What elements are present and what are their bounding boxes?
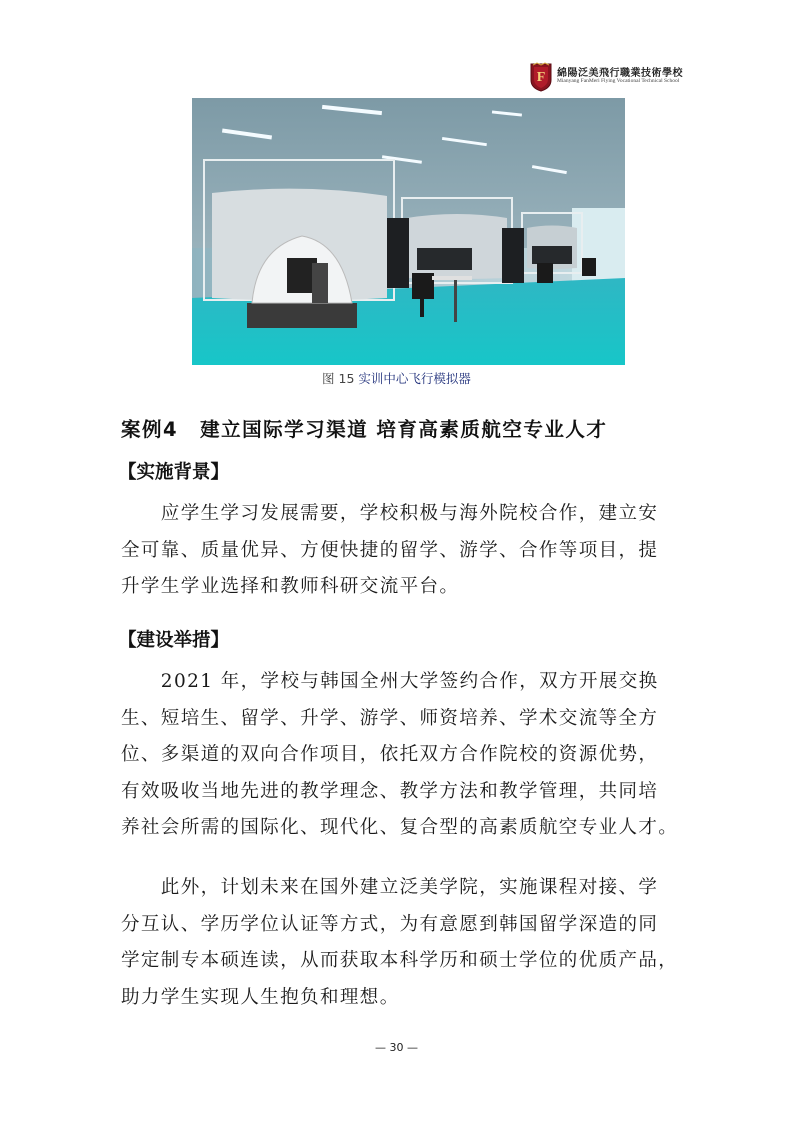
text-line: 此外，计划未来在国外建立泛美学院，实施课程对接、学 bbox=[121, 877, 659, 898]
flight-simulator-photo bbox=[192, 98, 625, 365]
text-line: 助力学生实现人生抱负和理想。 bbox=[121, 986, 400, 1008]
case-number: 案例4 bbox=[121, 418, 179, 441]
shield-logo-icon bbox=[529, 62, 553, 92]
paragraph-background bbox=[121, 496, 681, 606]
figure-label: 图 15 bbox=[322, 371, 355, 386]
text-line: 生、短培生、留学、升学、游学、师资培养、学术交流等全方 bbox=[121, 707, 659, 729]
figure-caption bbox=[0, 369, 793, 387]
page-number: — 30 — bbox=[375, 1041, 418, 1054]
text-line: 全可靠、质量优异、方便快捷的留学、游学、合作等项目，提 bbox=[121, 539, 659, 561]
school-name-en: Mianyang FanMeri Flying Vocational Technical School bbox=[557, 78, 680, 85]
school-logo bbox=[529, 62, 683, 92]
section-heading-background: 【实施背景】 bbox=[118, 462, 230, 483]
text-line: 升学生学业选择和教师科研交流平台。 bbox=[121, 576, 460, 597]
case-title bbox=[121, 414, 607, 442]
figure-caption-text: 实训中心飞行模拟器 bbox=[358, 371, 471, 386]
text-line: 有效吸收当地先进的教学理念、教学方法和教学管理，共同培 bbox=[121, 780, 659, 802]
section-heading-measures: 【建设举措】 bbox=[118, 630, 230, 651]
text-line: 位、多渠道的双向合作项目，依托双方合作院校的资源优势， bbox=[121, 744, 659, 765]
text-line: 学定制专本硕连读，从而获取本科学历和硕士学位的优质产品， bbox=[121, 950, 679, 971]
svg-text:F: F bbox=[536, 70, 546, 85]
text-line: 2021 年，学校与韩国全州大学签约合作，双方开展交换 bbox=[121, 671, 659, 692]
text-line: 养社会所需的国际化、现代化、复合型的高素质航空专业人才。 bbox=[121, 817, 679, 838]
paragraph-measures-2 bbox=[121, 870, 681, 1016]
paragraph-measures-1 bbox=[121, 664, 681, 847]
case-title-text: 建立国际学习渠道 培育高素质航空专业人才 bbox=[200, 418, 608, 441]
text-line: 应学生学习发展需要，学校积极与海外院校合作，建立安 bbox=[121, 503, 659, 524]
school-name-cn: 綿陽泛美飛行職業技術學校 bbox=[557, 67, 683, 79]
text-line: 分互认、学历学位认证等方式，为有意愿到韩国留学深造的同 bbox=[121, 913, 659, 935]
